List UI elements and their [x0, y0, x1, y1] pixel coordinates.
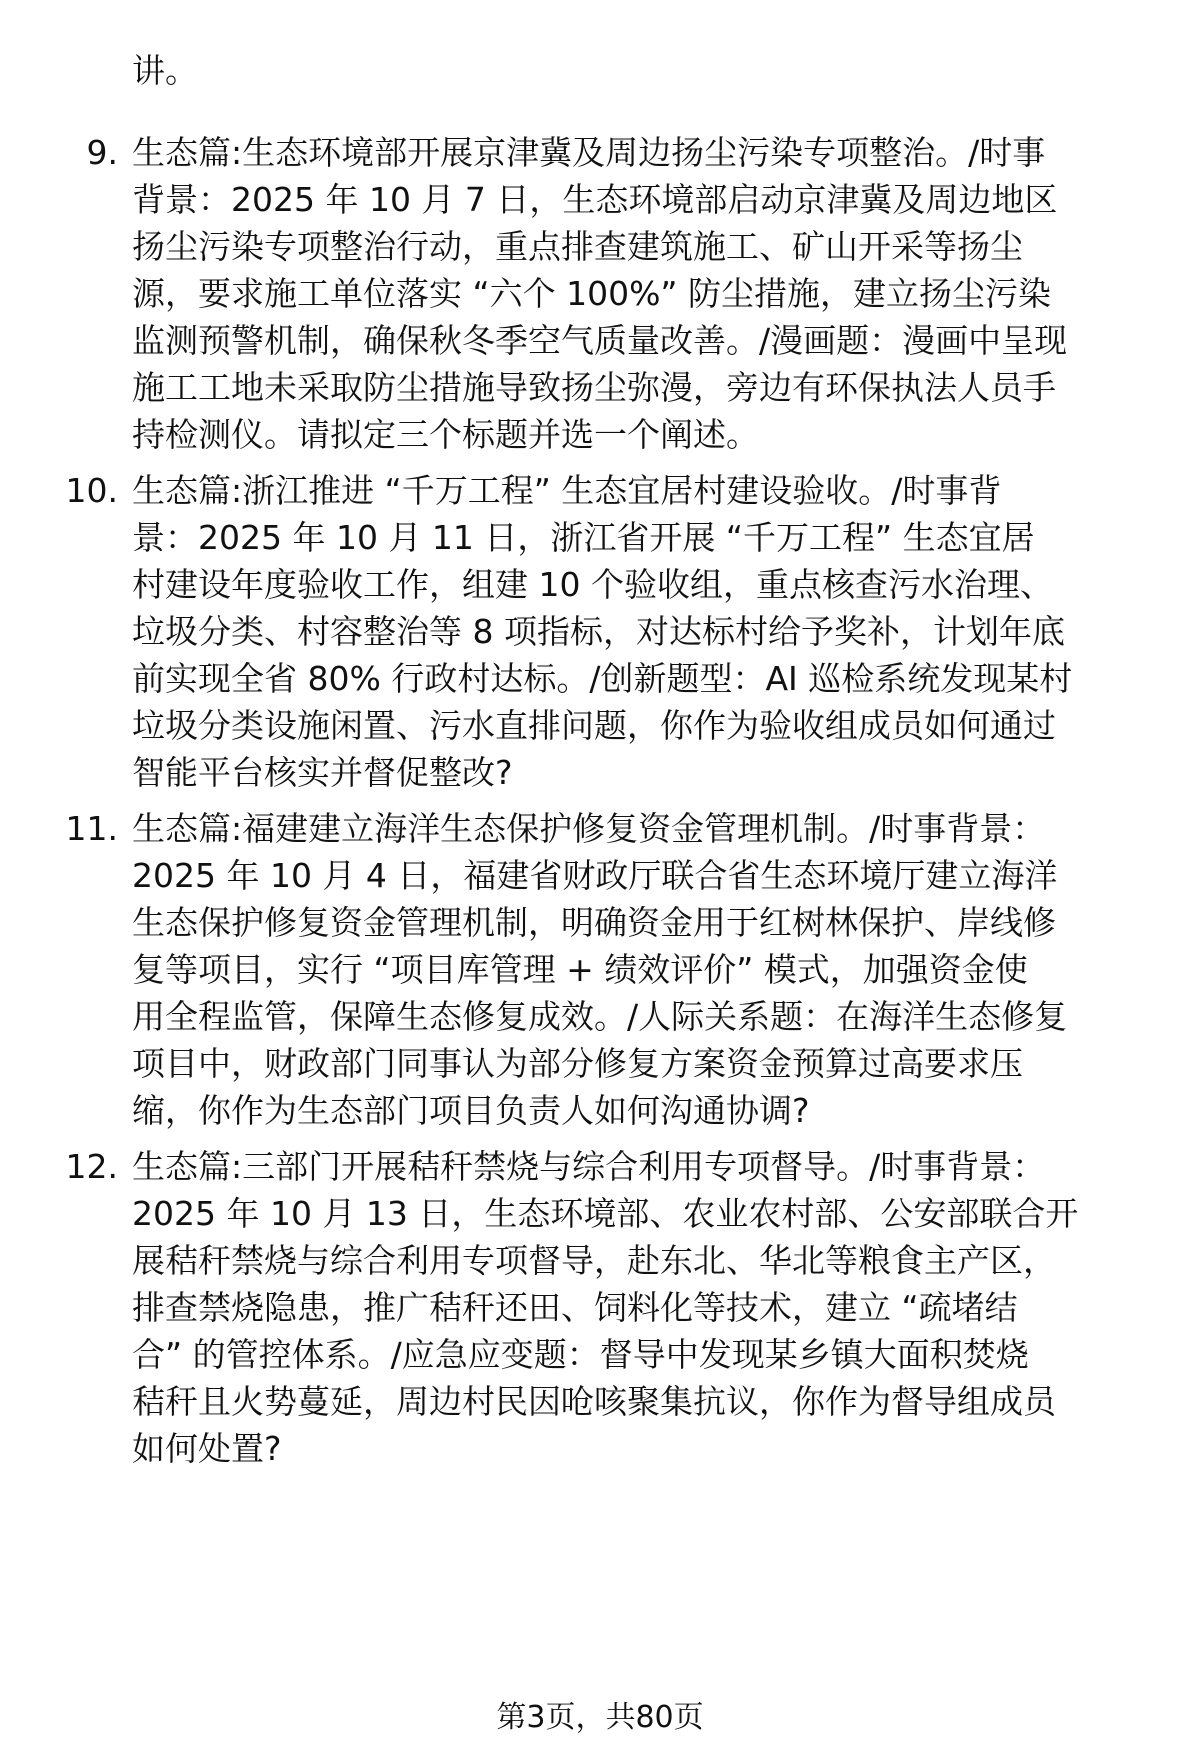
question-text-line: 景：2025 年 10 月 11 日，浙江省开展 “千万工程” 生态宜居 — [132, 518, 1035, 557]
question-text-line: 2025 年 10 月 13 日，生态环境部、农业农村部、公安部联合开 — [132, 1194, 1079, 1233]
question-number: 12. — [65, 1147, 118, 1186]
question-text-line: 展秸秆禁烧与综合利用专项督导，赴东北、华北等粮食主产区， — [132, 1241, 1056, 1280]
question-text-line: 缩，你作为生态部门项目负责人如何沟通协调? — [132, 1091, 810, 1130]
question-text-line: 生态篇:浙江推进 “千万工程” 生态宜居村建设验收。/时事背 — [132, 471, 1002, 510]
question-text-line: 前实现全省 80% 行政村达标。/创新题型：AI 巡检系统发现某村 — [132, 659, 1073, 698]
continuation-text: 讲。 — [132, 51, 198, 90]
question-text-line: 排查禁烧隐患，推广秸秆还田、饲料化等技术，建立 “疏堵结 — [132, 1288, 1018, 1327]
question-text-line: 持检测仪。请拟定三个标题并选一个阐述。 — [132, 415, 759, 454]
question-text-line: 秸秆且火势蔓延，周边村民因呛咳聚集抗议，你作为督导组成员 — [132, 1382, 1056, 1421]
question-number: 10. — [65, 471, 118, 510]
question-text-line: 智能平台核实并督促整改? — [132, 753, 513, 792]
question-number: 9. — [86, 133, 118, 172]
question-text-line: 生态保护修复资金管理机制，明确资金用于红树林保护、岸线修 — [132, 903, 1056, 942]
question-text-line: 扬尘污染专项整治行动，重点排查建筑施工、矿山开采等扬尘 — [132, 227, 1023, 266]
question-number: 11. — [65, 809, 118, 848]
question-text-line: 合” 的管控体系。/应急应变题：督导中发现某乡镇大面积焚烧 — [132, 1335, 1029, 1374]
question-text-line: 项目中，财政部门同事认为部分修复方案资金预算过高要求压 — [132, 1044, 1023, 1083]
page-footer: 第3页，共80页 — [496, 1700, 704, 1735]
question-text-line: 垃圾分类设施闲置、污水直排问题，你作为验收组成员如何通过 — [132, 706, 1056, 745]
question-text-line: 背景：2025 年 10 月 7 日，生态环境部启动京津冀及周边地区 — [132, 180, 1058, 219]
question-text-line: 生态篇:生态环境部开展京津冀及周边扬尘污染专项整治。/时事 — [132, 133, 1046, 172]
question-text-line: 监测预警机制，确保秋冬季空气质量改善。/漫画题：漫画中呈现 — [132, 321, 1068, 360]
question-text-line: 复等项目，实行 “项目库管理 + 绩效评价” 模式，加强资金使 — [132, 950, 1028, 989]
question-text-line: 2025 年 10 月 4 日，福建省财政厅联合省生态环境厅建立海洋 — [132, 856, 1058, 895]
question-text-line: 垃圾分类、村容整治等 8 项指标，对达标村给予奖补，计划年底 — [132, 612, 1065, 651]
question-text-line: 源，要求施工单位落实 “六个 100%” 防尘措施，建立扬尘污染 — [132, 274, 1052, 313]
question-text-line: 村建设年度验收工作，组建 10 个验收组，重点核查污水治理、 — [132, 565, 1053, 604]
question-text-line: 施工工地未采取防尘措施导致扬尘弥漫，旁边有环保执法人员手 — [132, 368, 1056, 407]
question-text-line: 生态篇:福建建立海洋生态保护修复资金管理机制。/时事背景： — [132, 809, 1046, 848]
question-text-line: 如何处置? — [132, 1429, 282, 1468]
question-text-line: 用全程监管，保障生态修复成效。/人际关系题：在海洋生态修复 — [132, 997, 1068, 1036]
question-text-line: 生态篇:三部门开展秸秆禁烧与综合利用专项督导。/时事背景： — [132, 1147, 1046, 1186]
